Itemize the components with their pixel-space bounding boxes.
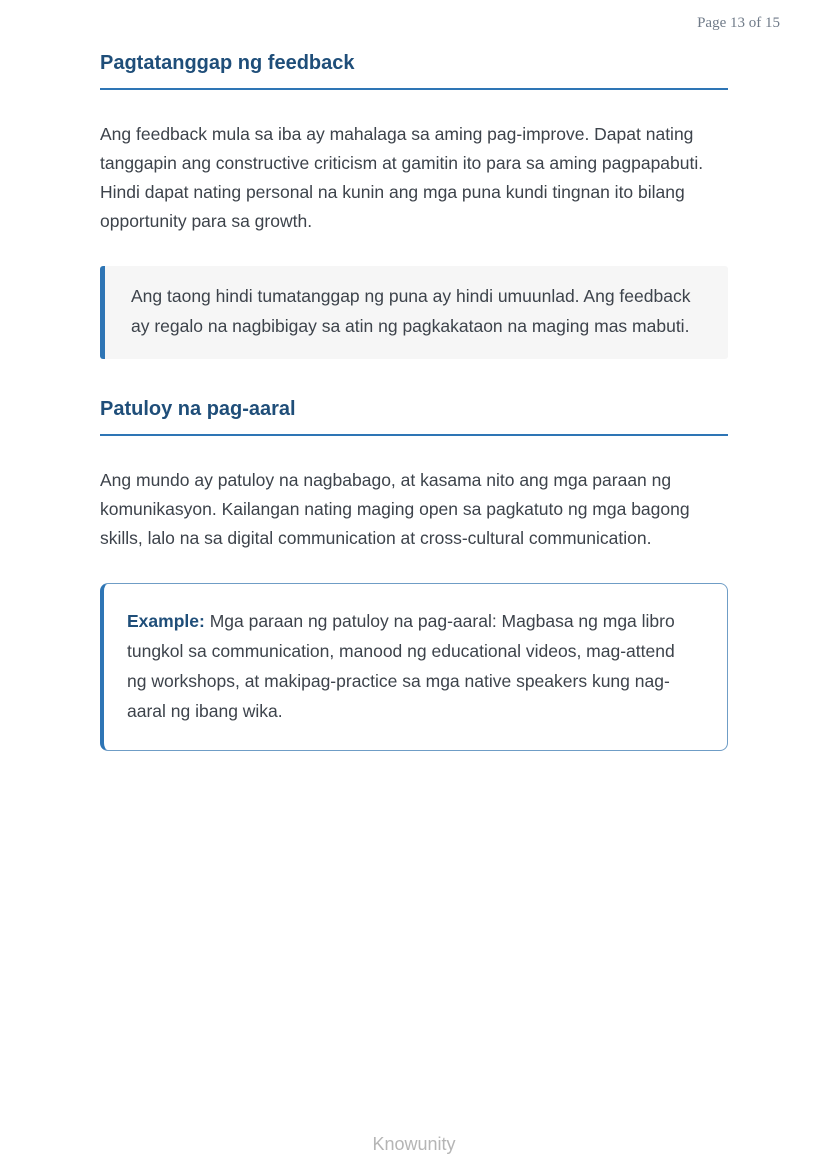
example-box (100, 583, 728, 751)
example-text: Mga paraan ng patuloy na pag-aaral: Magbasa ng mga libro tungkol sa communication, manood ng educational videos, mag-attend ng workshops, at makipag-practice sa mga native speakers kung nag-aaral ng ibang wika. (127, 611, 675, 721)
quote-box (100, 266, 728, 359)
section-patuloy (100, 396, 728, 751)
quote-text: Ang taong hindi tumatanggap ng puna ay hindi umuunlad. Ang feedback ay regalo na nagbibigay sa atin ng pagkakataon na maging mas mabuti. (131, 286, 691, 336)
section-heading-patuloy: Patuloy na pag-aaral (100, 396, 728, 436)
page-indicator: Page 13 of 15 (697, 15, 780, 31)
document-content (100, 50, 728, 751)
footer-brand: Knowunity (372, 1134, 456, 1154)
section-heading-feedback: Pagtatanggap ng feedback (100, 50, 728, 90)
section-paragraph-feedback: Ang feedback mula sa iba ay mahalaga sa aming pag-improve. Dapat nating tanggapin ang constructive criticism at gamitin ito para sa aming pagpapabuti. Hindi dapat nating personal na kunin ang mga puna kundi tingnan ito bilang opportunity para sa growth. (100, 124, 704, 231)
example-label: Example: (127, 611, 205, 631)
section-feedback (100, 50, 728, 359)
section-paragraph-patuloy: Ang mundo ay patuloy na nagbabago, at kasama nito ang mga paraan ng komunikasyon. Kailangan nating maging open sa pagkatuto ng mga bagong skills, lalo na sa digital communication at cross-cultural communication. (100, 470, 690, 548)
